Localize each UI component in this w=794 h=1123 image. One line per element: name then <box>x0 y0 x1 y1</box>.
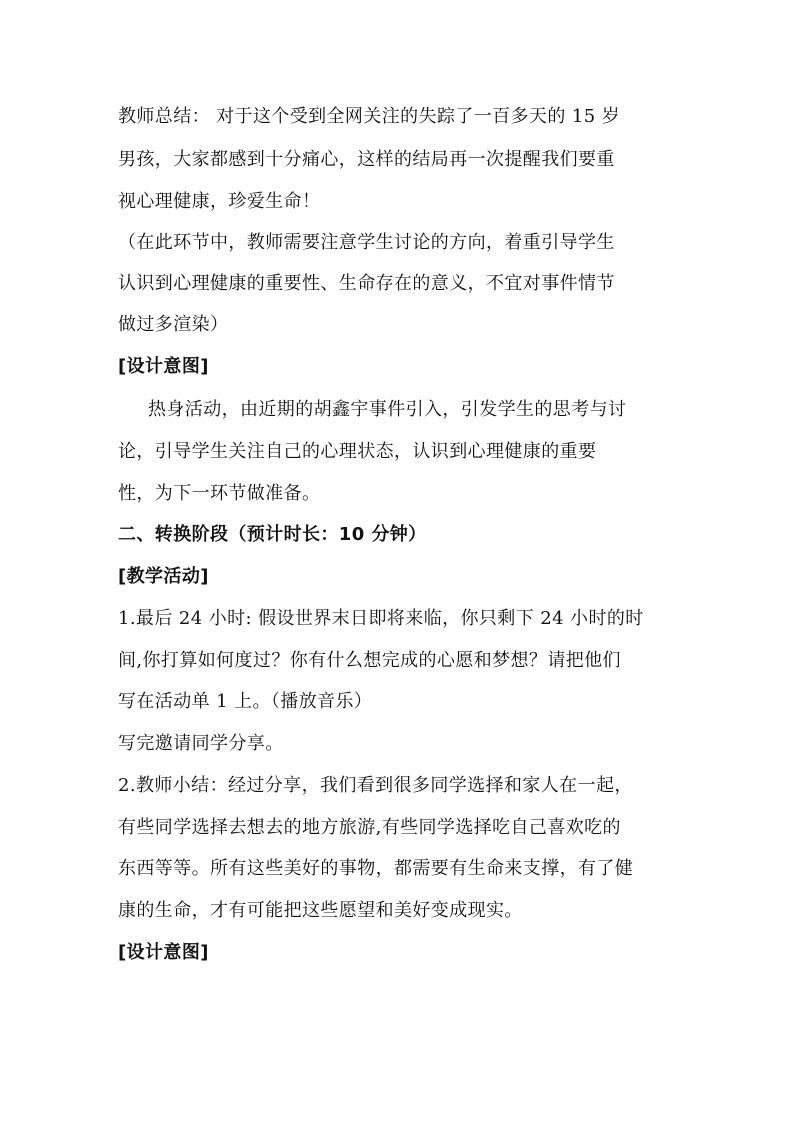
note-line-3: 做过多渲染） <box>118 314 229 335</box>
activity-2-line-3: 东西等等。所有这些美好的事物，都需要有生命来支撑，有了健 <box>118 858 634 879</box>
design-intent-line-3: 性，为下一环节做准备。 <box>118 483 321 504</box>
summary-line-2: 男孩，大家都感到十分痛心，这样的结局再一次提醒我们要重 <box>118 149 615 170</box>
design-intent-heading-1: [设计意图] <box>118 356 209 377</box>
activity-1-line-1: 1.最后 24 小时: 假设世界末日即将来临，你只剩下 24 小时的时 <box>118 608 644 629</box>
activity-2-line-1: 2.教师小结：经过分享，我们看到很多同学选择和家人在一起， <box>118 775 633 796</box>
note-line-1: （在此环节中，教师需要注意学生讨论的方向，着重引导学生 <box>118 232 615 253</box>
activity-share-line: 写完邀请同学分享。 <box>118 733 284 754</box>
section-heading: 二、转换阶段（预计时长：10 分钟） <box>118 524 427 545</box>
summary-line-1: 教师总结： 对于这个受到全网关注的失踪了一百多天的 15 岁 <box>118 106 621 127</box>
design-intent-line-1: 热身活动，由近期的胡鑫宇事件引入，引发学生的思考与讨 <box>148 399 627 420</box>
note-line-2: 认识到心理健康的重要性、生命存在的意义，不宜对事件情节 <box>118 273 615 294</box>
activity-2-line-4: 康的生命，才有可能把这些愿望和美好变成现实。 <box>118 900 523 921</box>
activity-1-line-2: 间,你打算如何度过？你有什么想完成的心愿和梦想？请把他们 <box>118 650 621 671</box>
design-intent-line-2: 论，引导学生关注自己的心理状态，认识到心理健康的重要 <box>118 441 597 462</box>
summary-line-3: 视心理健康，珍爱生命！ <box>118 191 321 212</box>
activity-1-line-3: 写在活动单 1 上。（播放音乐） <box>118 691 373 712</box>
design-intent-heading-2: [设计意图] <box>118 942 209 963</box>
activity-heading: [教学活动] <box>118 566 209 587</box>
activity-2-line-2: 有些同学选择去想去的地方旅游,有些同学选择吃自己喜欢吃的 <box>118 817 621 838</box>
